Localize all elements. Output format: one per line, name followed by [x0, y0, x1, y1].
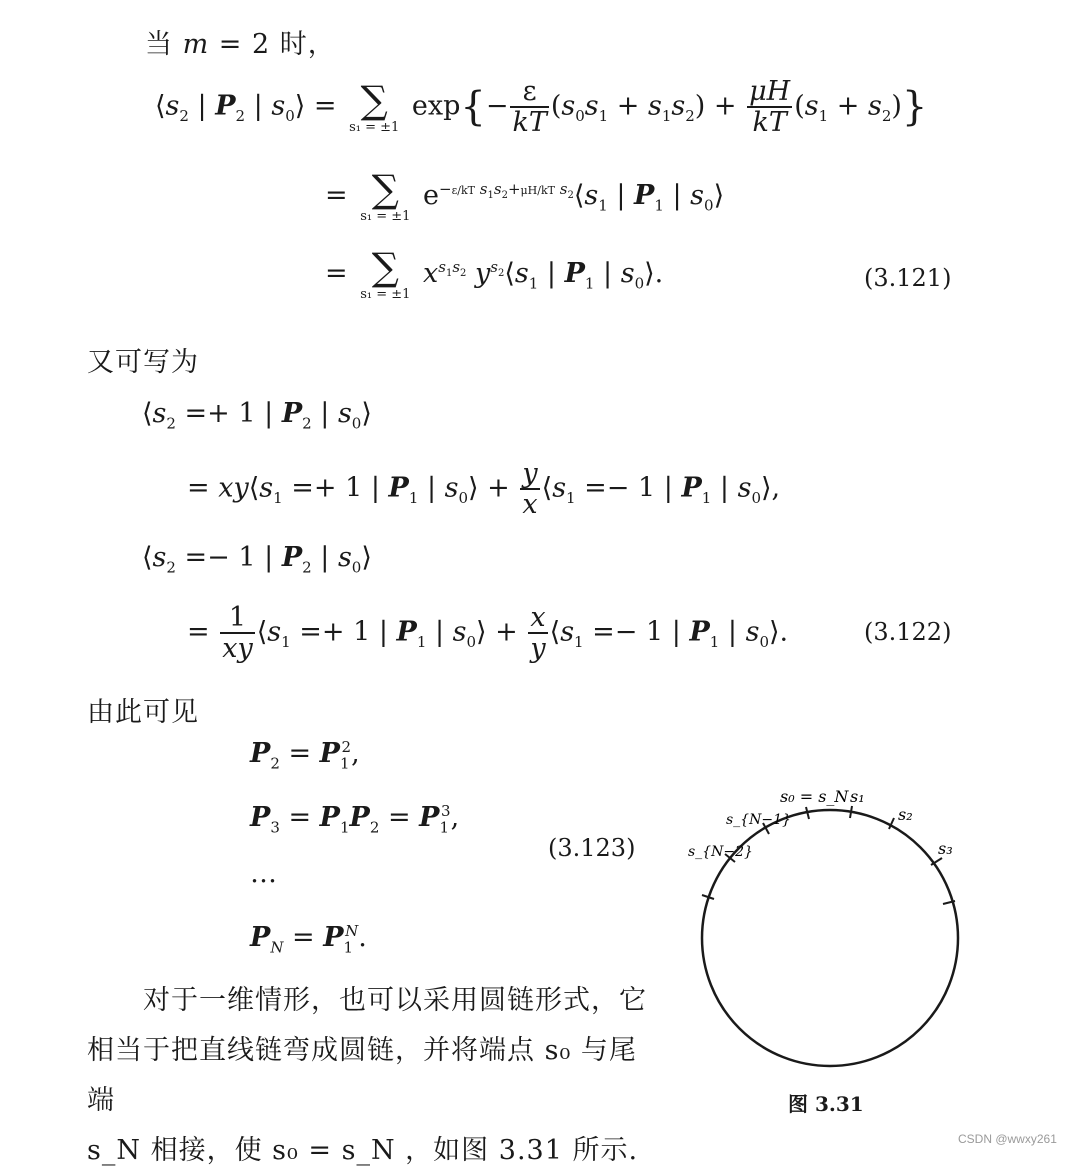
eq121-line1: $⟨s_2$ | $P_2$ | $s_0⟩$ = ∑ s₁ = ±1 exp{− $\frac{\varepsilon}{kT}$ $(s_0s_1 + s_1s_2)$ + $\frac{\mu H}{kT}$ $(s_1 + s_2)$} — [155, 76, 928, 138]
paragraph-line1: 对于一维情形，也可以采用圆链形式，它 — [143, 985, 647, 1016]
eq123-number: (3.123) — [548, 834, 636, 862]
rewrite-text: 又可写为 — [87, 347, 199, 378]
paragraph — [87, 976, 657, 1176]
watermark: CSDN @wwxy261 — [958, 1132, 1057, 1146]
eq121-line3: = ∑ s₁ = ±1 $x^{s_1s_2}$ $y^{s_2}⟨s_1$ | $P_1$ | $s_0⟩$. — [325, 245, 664, 302]
eq122-a1: $⟨s_2 =+ 1$ | $P_2$ | $s_0⟩$ — [142, 398, 372, 433]
eq123-line2: $P_3 = P_1P_2 = P_1^3$, — [250, 802, 460, 837]
eq123-line4: $P_N = P_1^N$. — [250, 922, 367, 957]
eq122-a2: = $xy⟨s_1 =+ 1$ | $P_1$ | $s_0⟩$ + $\frac{y}{x}$ $⟨s_1 =- 1$ | $P_1$ | $s_0⟩$, — [187, 458, 781, 520]
figure-circle-chain — [680, 778, 980, 1098]
figure-caption: 图 3.31 — [788, 1092, 864, 1116]
label-s3: s₃ — [938, 839, 953, 858]
label-sN-2: s_{N−2} — [688, 844, 753, 860]
eq122-b1: $⟨s_2 =- 1$ | $P_2$ | $s_0⟩$ — [142, 542, 372, 577]
eq123-line1: $P_2 = P_1^2$, — [250, 738, 360, 773]
label-s0-sN: s₀ = s_N — [780, 787, 849, 806]
intro-line: 当 m = 2 时， — [145, 29, 336, 60]
paragraph-line2: 相当于把直线链弯成圆链，并将端点 s₀ 与尾端 — [87, 1035, 637, 1116]
eq122-b2: = $\frac{1}{xy}$ $⟨s_1 =+ 1$ | $P_1$ | $s_0⟩$ + $\frac{x}{y}$ $⟨s_1 =- 1$ | $P_1$ | $s_0⟩$. — [187, 602, 789, 664]
label-s2: s₂ — [898, 805, 913, 824]
label-sN-1: s_{N−1} — [726, 812, 791, 828]
label-s1: s₁ — [850, 787, 865, 806]
paragraph-line3: s_N 相接，使 s₀ = s_N ，如图 3.31 所示. — [87, 1135, 639, 1166]
eq123-line3: … — [250, 858, 277, 889]
eq121-line2: = ∑ s₁ = ±1 $e^{-\varepsilon/kT s_1s_2+\mu H/kT s_2}⟨s_1$ | $P_1$ | $s_0⟩$ — [325, 167, 725, 224]
hence-text: 由此可见 — [87, 697, 199, 728]
eq122-number: (3.122) — [864, 618, 952, 646]
eq121-number: (3.121) — [864, 264, 952, 292]
